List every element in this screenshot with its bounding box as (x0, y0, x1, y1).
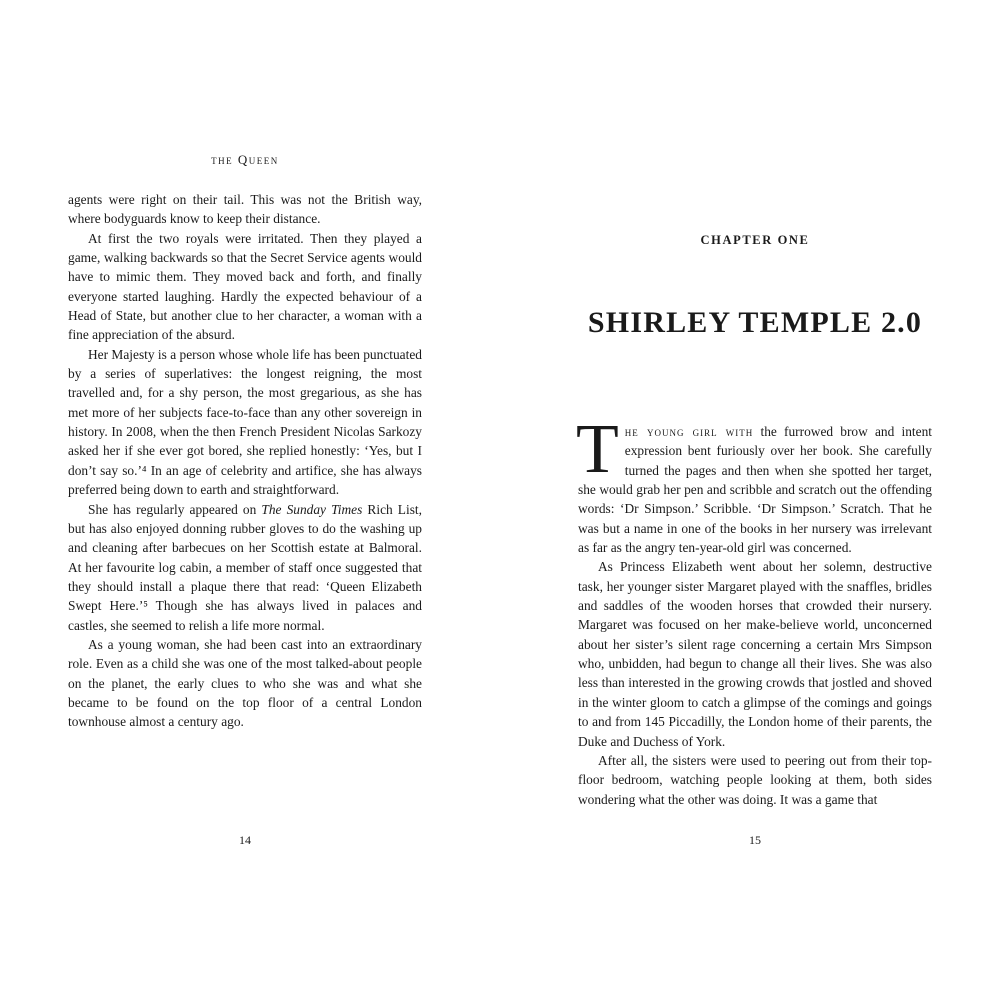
text-run: Rich List, but has also enjoyed donning rubber gloves to do the washing up and cleaning after barbecues on her Scottish estate at Balmoral. At her favourite log cabin, a member of staff once suggested that they should install a plaque there that read: ‘Queen Elizabeth Swept Here.’⁵ Though she has always lived in palaces and castles, she seemed to relish a life more normal. (68, 501, 422, 633)
chapter-label: CHAPTER ONE (700, 233, 810, 247)
running-head: the Queen (211, 152, 279, 167)
paragraph (576, 411, 932, 557)
page-number: 14 (239, 833, 251, 847)
paragraph: After all, the sisters were used to peering out from their top-floor bedroom, watching people looking at them, both sides wondering what the other was doing. It was a game that (578, 752, 932, 807)
text-run: the furrowed brow and intent expression bent furiously over her book. She carefully turned the pages and then when she spotted her target, she would grab her pen and scribble and scratch out the offending words: ‘Dr Simpson.’ Scribble. ‘Dr Simpson.’ Scratch. That he was but a name in one of the books in her nursery was irrelevant as far as the angry ten-year-old girl was concerned. (578, 424, 932, 556)
paragraph: agents were right on their tail. This was not the British way, where bodyguards know to keep their distance. (68, 192, 422, 227)
chapter-title: SHIRLEY TEMPLE 2.0 (587, 306, 923, 339)
opening-small-caps: he young girl with (624, 424, 754, 439)
left-body-text (68, 190, 422, 732)
paragraph: As Princess Elizabeth went about her solemn, destructive task, her younger sister Margaret played with the snaffles, bridles and saddles of the wooden horses that crowded their nursery. Margaret was focused on her make-believe world, unconcerned about her sister’s silent rage concerning a certain Mrs Simpson who, unbidden, had begun to change all their lives. She was also less than interested in the growing crowds that jostled and shoved in the winter gloom to catch a glimpse of the comings and goings to and from 145 Piccadilly, the London home of their parents, the Duke and Duchess of York. (578, 559, 932, 749)
drop-cap: T (576, 411, 619, 488)
page-number: 15 (749, 833, 761, 847)
paragraph: As a young woman, she had been cast into an extraordinary role. Even as a child she was one of the most talked-about people on the planet, the early clues to who she was and what she became to be found on the top floor of a central London townhouse almost a century ago. (68, 636, 422, 730)
paragraph (68, 500, 422, 635)
text-run: She has regularly appeared on (88, 501, 262, 517)
italic-title: The Sunday Times (261, 501, 363, 517)
paragraph: At first the two royals were irritated. Then they played a game, walking backwards so that the Secret Service agents would have to mimic them. They moved back and forth, and finally everyone started laughing. Hardly the expected behaviour of a Head of State, but another clue to her character, a woman with a fine appreciation of the absurd. (68, 230, 422, 343)
right-body-text (576, 411, 932, 809)
paragraph: Her Majesty is a person whose whole life has been punctuated by a series of superlatives: the longest reigning, the most travelled and, for a shy person, the most gregarious, as she has met more of her subjects face-to-face than any other sovereign in history. In 2008, when the then French President Nicolas Sarkozy asked her if she ever got bored, she replied honestly: ‘Yes, but I don’t say so.’⁴ In an age of celebrity and artifice, she has always preferred being down to earth and straightforward. (68, 346, 422, 498)
right-page (500, 0, 1000, 1000)
